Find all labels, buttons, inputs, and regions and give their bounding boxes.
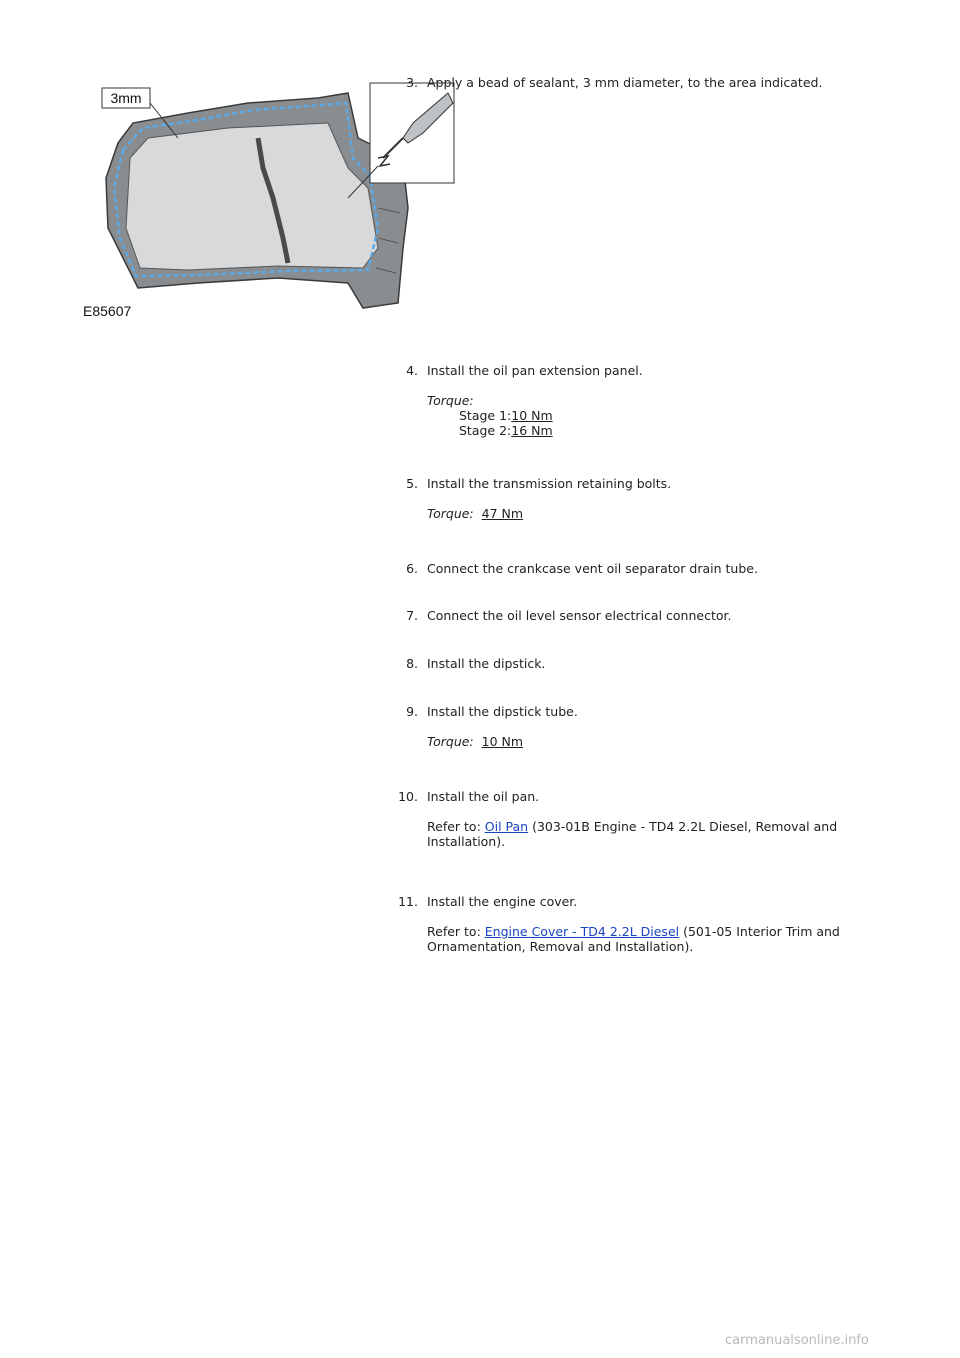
step-text: Install the oil pan extension panel.: [427, 363, 643, 378]
stage-label: Stage 1:: [459, 408, 512, 423]
step-text: Apply a bead of sealant, 3 mm diameter, to the area indicated.: [427, 75, 823, 90]
step-text: Connect the crankcase vent oil separator drain tube.: [427, 561, 758, 576]
callout-text: 3mm: [110, 90, 142, 106]
oil-pan-drawing: [78, 78, 458, 328]
step-text: Install the transmission retaining bolts.: [427, 476, 672, 491]
oil-pan-link[interactable]: Oil Pan: [484, 819, 529, 834]
step-number: 11.: [398, 894, 418, 909]
ref-suffix: (501-05 Interior Trim and Ornamentation, Removal and Installation).: [427, 924, 840, 954]
step-number: 3.: [406, 75, 418, 90]
watermark: carmanualsonline.info: [725, 1333, 869, 1348]
step-text: Connect the oil level sensor electrical connector.: [427, 608, 732, 623]
reference: [427, 924, 877, 954]
step-number: 10.: [398, 789, 418, 804]
engine-cover-link[interactable]: Engine Cover - TD4 2.2L Diesel: [484, 924, 680, 939]
ref-suffix: (303-01B Engine - TD4 2.2L Diesel, Removal and Installation).: [427, 819, 838, 849]
reference: [427, 819, 877, 849]
step-number: 7.: [406, 608, 418, 623]
ref-prefix: Refer to:: [427, 924, 481, 939]
figure-code: E85607: [83, 303, 132, 319]
step-number: 4.: [406, 363, 418, 378]
torque-value: 47 Nm: [481, 506, 524, 521]
step-text: Install the engine cover.: [427, 894, 578, 909]
torque-label: Torque:: [427, 506, 474, 521]
torque-label: Torque:: [427, 393, 474, 408]
torque-label: Torque:: [427, 734, 474, 749]
step-number: 8.: [406, 656, 418, 671]
oil-pan-sealant-illustration: [78, 78, 458, 328]
stage-1-torque-value: 10 Nm: [511, 408, 553, 423]
step-text: Install the dipstick tube.: [427, 704, 578, 719]
step-number: 9.: [406, 704, 418, 719]
step-text: Install the dipstick.: [427, 656, 546, 671]
stage-2-torque-value: 16 Nm: [511, 423, 553, 438]
torque-value: 10 Nm: [481, 734, 524, 749]
ref-prefix: Refer to:: [427, 819, 481, 834]
stage-label: Stage 2:: [459, 423, 512, 438]
step-number: 6.: [406, 561, 418, 576]
step-number: 5.: [406, 476, 418, 491]
step-text: Install the oil pan.: [427, 789, 540, 804]
